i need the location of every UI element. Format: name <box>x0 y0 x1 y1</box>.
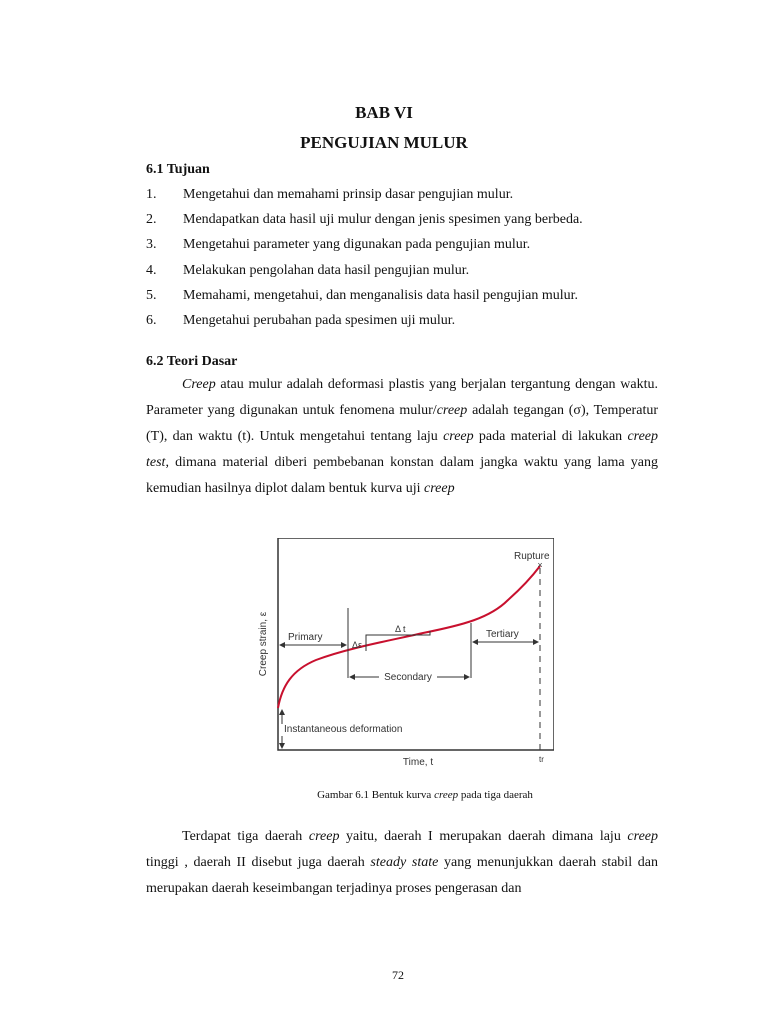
text-em: Creep <box>182 377 216 392</box>
text-em: creep <box>424 481 455 496</box>
list-item <box>146 186 583 211</box>
item-number: 2. <box>146 212 157 228</box>
creep-curve-svg <box>258 538 554 770</box>
regions-paragraph <box>146 824 658 902</box>
list-item <box>146 236 583 261</box>
rupture-marker: × <box>537 560 543 570</box>
list-item <box>146 262 583 287</box>
item-text: Memahami, mengetahui, dan menganalisis data hasil pengujian mulur. <box>183 287 579 303</box>
caption-text: pada tiga daerah <box>458 789 533 801</box>
objectives-heading: 6.1 Tujuan <box>146 162 210 177</box>
list-item <box>146 312 583 337</box>
chapter-title: PENGUJIAN MULUR <box>300 133 468 152</box>
text-em: creep test <box>146 429 659 470</box>
primary-label: Primary <box>288 632 323 643</box>
text-run: atau mulur adalah deformasi plastis yang berjalan tergantung dengan waktu. Parameter yang digunakan untuk fenomena mulur/ <box>146 377 658 418</box>
list-item <box>146 287 583 312</box>
caption-text: Gambar 6.1 Bentuk kurva <box>317 789 435 801</box>
text-em: steady state <box>370 855 439 870</box>
text-run: yaitu, daerah I merupakan daerah dimana laju <box>339 829 628 844</box>
item-number: 6. <box>146 312 157 328</box>
text-run: tinggi , daerah II disebut juga daerah <box>146 855 371 870</box>
tertiary-label: Tertiary <box>486 629 519 640</box>
text-run: Terdapat tiga daerah <box>182 829 309 844</box>
item-number: 4. <box>146 262 157 278</box>
text-run: adalah tegangan (σ), Temperatur (T), dan waktu (t). Untuk mengetahui tentang laju <box>146 403 658 444</box>
text-run: yang menunjukkan daerah stabil dan merupakan daerah keseimbangan terjadinya proses pengerasan dan <box>146 855 658 896</box>
instantaneous-label: Instantaneous deformation <box>284 724 403 735</box>
item-number: 5. <box>146 287 157 303</box>
item-text: Melakukan pengolahan data hasil pengujian mulur. <box>183 262 470 278</box>
caption-em: creep <box>434 789 459 801</box>
secondary-label: Secondary <box>384 672 432 683</box>
item-number: 1. <box>146 187 157 202</box>
x-axis-label: Time, t <box>402 757 434 768</box>
figure-caption <box>0 789 768 801</box>
item-text: Mengetahui perubahan pada spesimen uji mulur. <box>183 312 456 328</box>
text-em: creep <box>443 429 474 444</box>
item-text: Mendapatkan data hasil uji mulur dengan jenis spesimen yang berbeda. <box>183 212 583 228</box>
list-item <box>146 211 583 236</box>
objectives-list <box>146 186 583 337</box>
text-em: creep <box>436 403 468 418</box>
creep-curve-figure <box>258 538 554 770</box>
y-axis-label: Creep strain, ε <box>258 611 269 677</box>
item-text: Mengetahui dan memahami prinsip dasar pengujian mulur. <box>183 187 514 202</box>
delta-e-label: Δε <box>352 640 363 650</box>
rupture-time-label: tr <box>539 755 544 764</box>
text-run: , dimana material diberi pembebanan konstan dalam jangka waktu yang lama yang kemudian hasilnya diplot dalam bentuk kurva uji <box>146 455 658 496</box>
item-text: Mengetahui parameter yang digunakan pada pengujian mulur. <box>183 237 531 253</box>
delta-t-label: Δ t <box>395 624 406 634</box>
page-number: 72 <box>392 968 404 982</box>
rupture-label: Rupture <box>514 551 550 562</box>
theory-paragraph <box>146 372 658 502</box>
plot-frame <box>278 538 554 750</box>
text-em: creep <box>308 829 340 844</box>
text-em: creep <box>627 829 658 844</box>
theory-heading: 6.2 Teori Dasar <box>146 354 238 369</box>
chapter-number: BAB VI <box>355 103 413 122</box>
item-number: 3. <box>146 237 157 253</box>
text-run: pada material di lakukan <box>473 429 628 444</box>
